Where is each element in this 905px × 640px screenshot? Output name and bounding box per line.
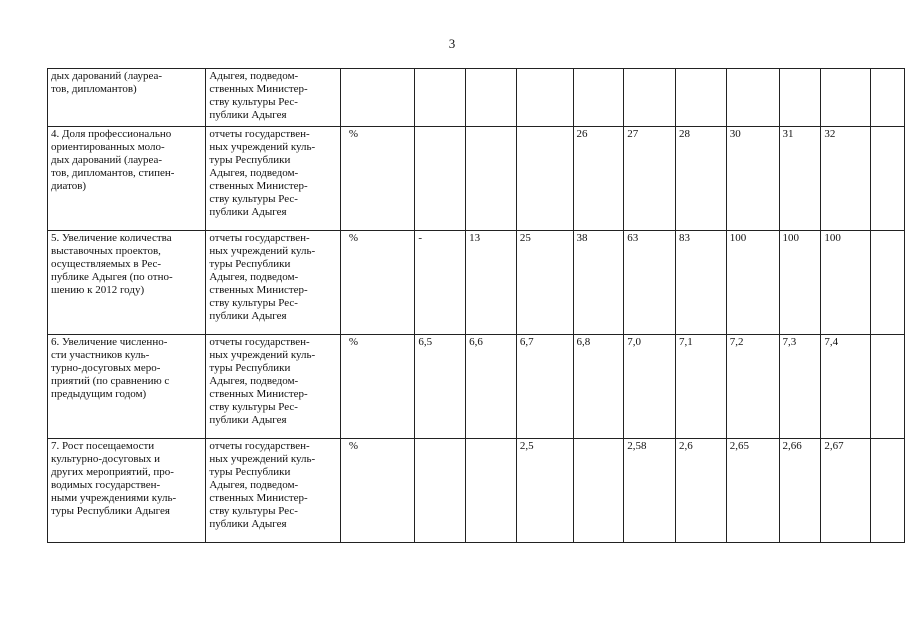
value-cell: 27 (624, 127, 676, 231)
value-cell: 100 (779, 231, 821, 335)
value-cell: 2,65 (726, 439, 779, 543)
value-cell: 2,67 (821, 439, 871, 543)
value-cell: 28 (676, 127, 727, 231)
unit-cell (340, 69, 415, 127)
source-cell: отчеты государствен- ных учреждений куль- туры Республики Адыгея, подведом- ственных Министер- ству культуры Рес- публики Адыгея (206, 335, 340, 439)
value-cell (466, 69, 517, 127)
value-cell: 2,58 (624, 439, 676, 543)
source-cell: отчеты государствен- ных учреждений куль- туры Республики Адыгея, подведом- ственных Министер- ству культуры Рес- публики Адыгея (206, 231, 340, 335)
value-cell (466, 127, 517, 231)
value-cell: 6,5 (415, 335, 466, 439)
value-cell: 7,2 (726, 335, 779, 439)
indicator-cell: дых дарований (лауреа- тов, дипломантов) (48, 69, 206, 127)
table-row (48, 439, 905, 543)
value-cell (871, 335, 905, 439)
value-cell: 31 (779, 127, 821, 231)
value-cell: 2,66 (779, 439, 821, 543)
value-cell: 6,7 (516, 335, 573, 439)
value-cell: 63 (624, 231, 676, 335)
indicator-cell: 6. Увеличение численно- сти участников куль- турно-досуговых меро- приятий (по сравнению с предыдущим годом) (48, 335, 206, 439)
value-cell: 38 (573, 231, 624, 335)
value-cell (779, 69, 821, 127)
source-cell: Адыгея, подведом- ственных Министер- ству культуры Рес- публики Адыгея (206, 69, 340, 127)
value-cell (676, 69, 727, 127)
value-cell: - (415, 231, 466, 335)
source-cell: отчеты государствен- ных учреждений куль- туры Республики Адыгея, подведом- ственных Министер- ству культуры Рес- публики Адыгея (206, 439, 340, 543)
value-cell: 100 (726, 231, 779, 335)
value-cell: 7,4 (821, 335, 871, 439)
value-cell (415, 69, 466, 127)
value-cell (821, 69, 871, 127)
value-cell (516, 69, 573, 127)
value-cell: 7,1 (676, 335, 727, 439)
value-cell (516, 127, 573, 231)
value-cell: 25 (516, 231, 573, 335)
page-number: 3 (448, 36, 457, 51)
value-cell: 32 (821, 127, 871, 231)
value-cell (726, 69, 779, 127)
unit-cell: % (340, 231, 415, 335)
value-cell (466, 439, 517, 543)
value-cell (871, 439, 905, 543)
value-cell (573, 439, 624, 543)
value-cell (624, 69, 676, 127)
value-cell: 7,3 (779, 335, 821, 439)
indicator-cell: 5. Увеличение количества выставочных проектов, осуществляемых в Рес- публике Адыгея (по отно- шению к 2012 году) (48, 231, 206, 335)
unit-cell: % (340, 439, 415, 543)
table-row (48, 335, 905, 439)
indicator-cell: 4. Доля профессионально ориентированных моло- дых дарований (лауреа- тов, дипломантов, стипен- диатов) (48, 127, 206, 231)
value-cell: 6,6 (466, 335, 517, 439)
table-row (48, 127, 905, 231)
value-cell: 30 (726, 127, 779, 231)
value-cell: 2,6 (676, 439, 727, 543)
indicators-table (47, 68, 905, 543)
value-cell: 13 (466, 231, 517, 335)
value-cell (415, 127, 466, 231)
table-row (48, 69, 905, 127)
unit-cell: % (340, 127, 415, 231)
value-cell (415, 439, 466, 543)
indicators-table-body (48, 69, 905, 543)
value-cell (871, 231, 905, 335)
value-cell (871, 127, 905, 231)
indicator-cell: 7. Рост посещаемости культурно-досуговых и других мероприятий, про- водимых государствен- ными учреждениями куль- туры Республики Адыгея (48, 439, 206, 543)
value-cell: 6,8 (573, 335, 624, 439)
value-cell: 83 (676, 231, 727, 335)
value-cell: 100 (821, 231, 871, 335)
value-cell (871, 69, 905, 127)
value-cell: 26 (573, 127, 624, 231)
value-cell: 7,0 (624, 335, 676, 439)
value-cell: 2,5 (516, 439, 573, 543)
source-cell: отчеты государствен- ных учреждений куль- туры Республики Адыгея, подведом- ственных Министер- ству культуры Рес- публики Адыгея (206, 127, 340, 231)
value-cell (573, 69, 624, 127)
table-row (48, 231, 905, 335)
unit-cell: % (340, 335, 415, 439)
